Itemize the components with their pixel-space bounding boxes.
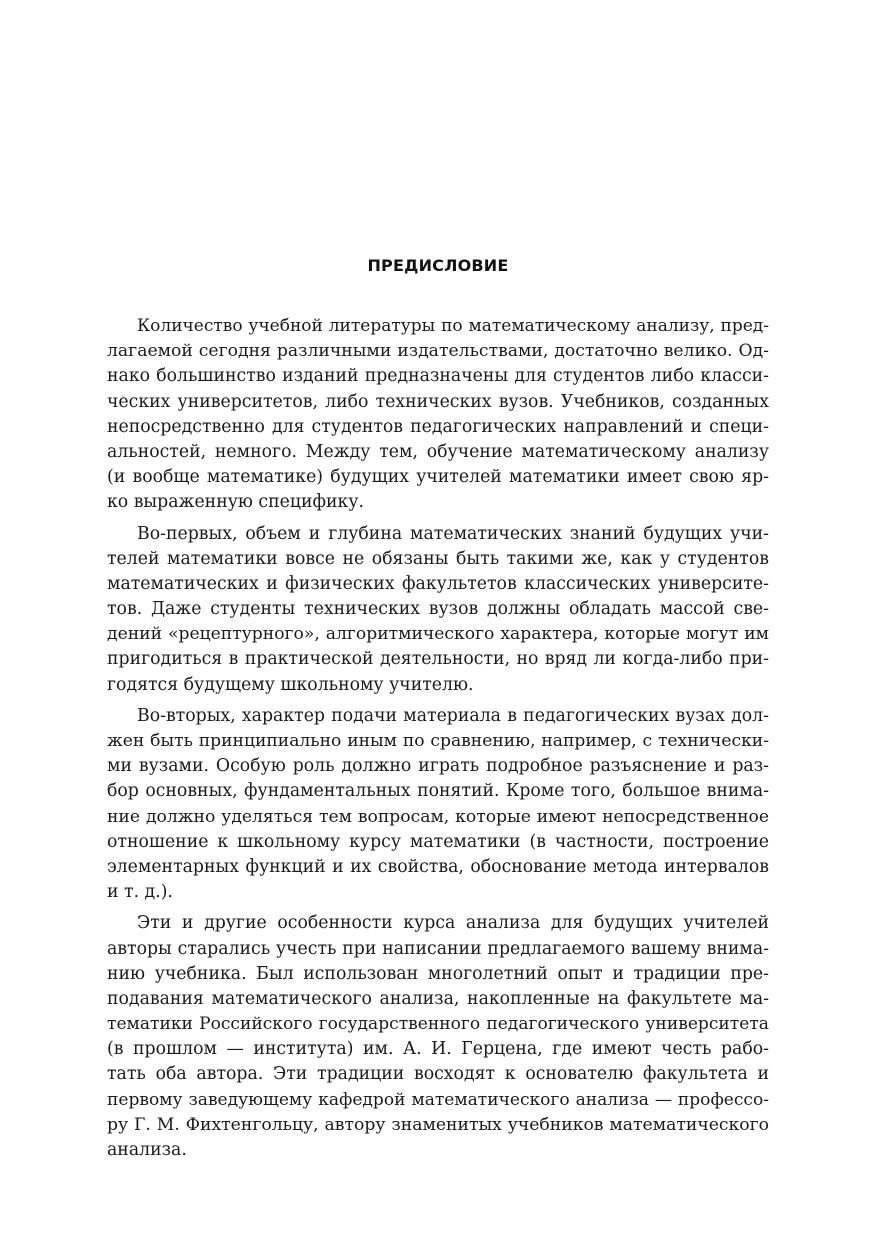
text-line: тов. Даже студенты технических вузов должны обладать массой све- bbox=[107, 599, 769, 620]
text-line: альностей, немного. Между тем, обучение математическому анализу bbox=[107, 441, 769, 462]
text-line: (в прошлом — института) им. А. И. Герцена, где имеют честь рабо- bbox=[107, 1039, 769, 1060]
text-line: анализа. bbox=[107, 1140, 187, 1160]
text-line: ко выраженную специфику. bbox=[107, 492, 364, 513]
text-line: авторы старались учесть при написании предлагаемого вашему внима- bbox=[107, 938, 769, 959]
paragraph-1 bbox=[107, 314, 769, 516]
text-line: ру Г. М. Фихтенгольцу, автору знаменитых учебников математического bbox=[107, 1114, 769, 1135]
text-line: первому заведующему кафедрой математического анализа — профессо- bbox=[107, 1089, 769, 1110]
preface-text bbox=[107, 314, 769, 1169]
text-line: Во-вторых, характер подачи материала в педагогических вузах дол- bbox=[137, 705, 769, 726]
text-line: Количество учебной литературы по математическому анализу, пред- bbox=[137, 316, 769, 336]
text-line: и т. д.). bbox=[107, 882, 173, 903]
text-line: тать оба автора. Эти традиции восходят к основателю факультета и bbox=[107, 1064, 769, 1085]
text-line: (и вообще математике) будущих учителей математики имеет свою яр- bbox=[107, 467, 769, 488]
text-line: ческих университетов, либо технических вузов. Учебников, созданных bbox=[107, 391, 769, 412]
text-line: жен быть принципиально иным по сравнению, например, с технически- bbox=[107, 731, 769, 751]
text-line: подавания математического анализа, накопленные на факультете ма- bbox=[107, 988, 769, 1009]
text-line: отношение к школьному курсу математики (в частности, построение bbox=[107, 831, 769, 852]
text-line: Эти и другие особенности курса анализа для будущих учителей bbox=[137, 913, 769, 934]
text-line: непосредственно для студентов педагогических направлений и специ- bbox=[107, 416, 769, 437]
text-line: бор основных, фундаментальных понятий. Кроме того, большое внима- bbox=[107, 781, 769, 802]
text-line: ми вузами. Особую роль должно играть подробное разъяснение и раз- bbox=[107, 756, 769, 777]
text-line: тематики Российского государственного педагогического университета bbox=[107, 1014, 769, 1035]
text-line: дений «рецептурного», алгоритмического характера, которые могут им bbox=[107, 624, 769, 645]
text-line: Во-первых, объем и глубина математических знаний будущих учи- bbox=[137, 523, 769, 544]
text-line: лагаемой сегодня различными издательствами, достаточно велико. Од- bbox=[107, 341, 769, 362]
paragraph-3 bbox=[107, 704, 769, 906]
paragraph-2 bbox=[107, 522, 769, 698]
text-line: ние должно уделяться тем вопросам, которые имеют непосредственное bbox=[107, 806, 769, 827]
text-line: математических и физических факультетов классических университе- bbox=[107, 573, 769, 594]
paragraph-4 bbox=[107, 911, 769, 1163]
text-line: годятся будущему школьному учителю. bbox=[107, 674, 474, 695]
text-line: нако большинство изданий предназначены для студентов либо класси- bbox=[107, 366, 769, 387]
text-line: нию учебника. Был использован многолетний опыт и традиции пре- bbox=[107, 963, 769, 984]
text-line: элементарных функций и их свойства, обоснование метода интервалов bbox=[107, 856, 769, 877]
text-line: пригодиться в практической деятельности, но вряд ли когда-либо при- bbox=[107, 649, 769, 670]
page-title: ПРЕДИСЛОВИЕ bbox=[367, 256, 509, 275]
text-line: телей математики вовсе не обязаны быть такими же, как у студентов bbox=[107, 548, 769, 569]
